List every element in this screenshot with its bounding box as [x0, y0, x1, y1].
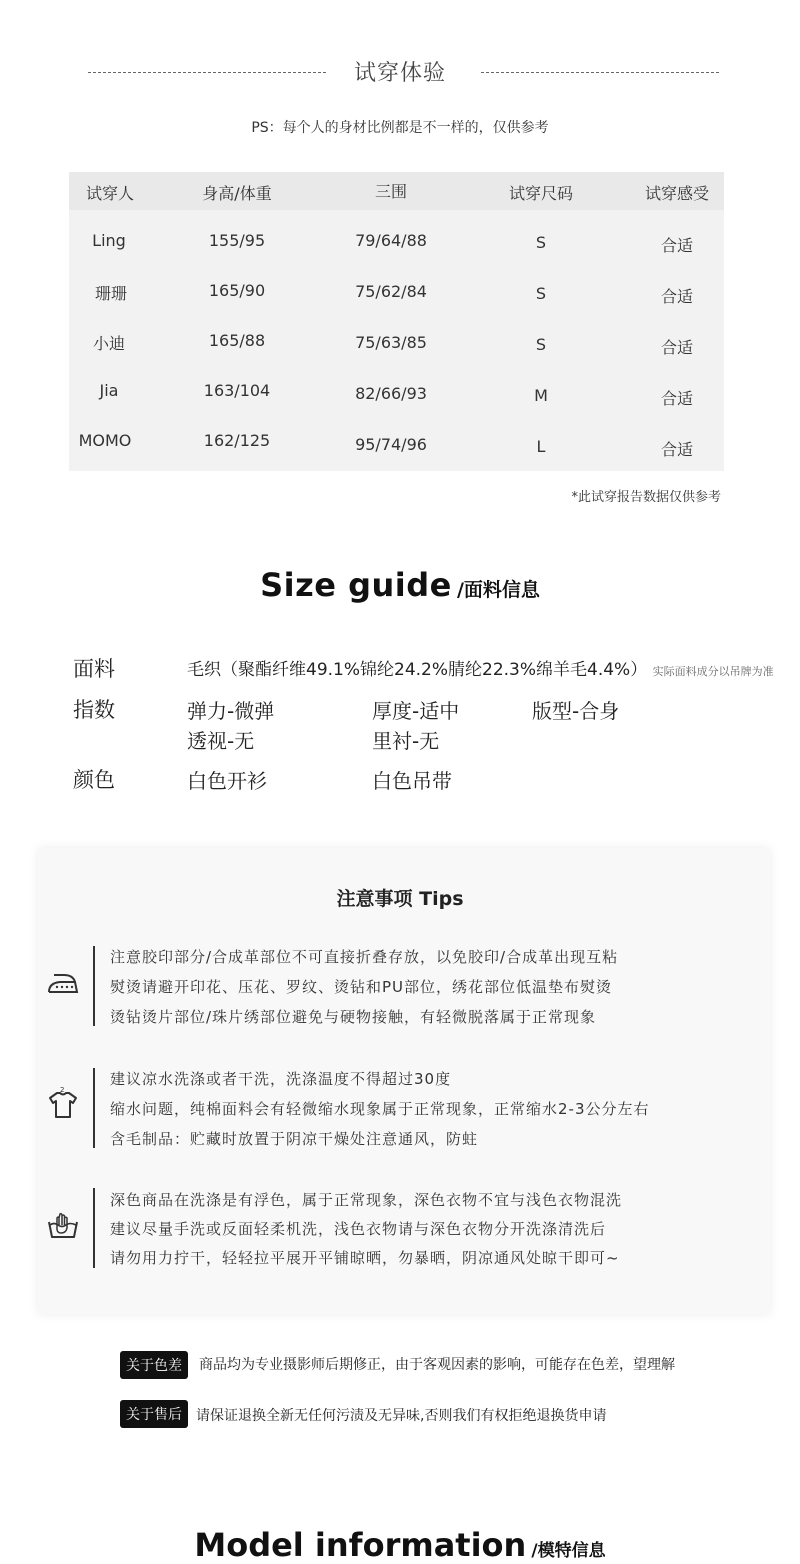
- tip-divider: [93, 1188, 95, 1268]
- table-cell: L: [536, 437, 546, 456]
- tip-line: 建议尽量手洗或反面轻柔机洗，浅色衣物请与深色衣物分开洗涤清洗后: [110, 1220, 607, 1238]
- header-measurements: 三围: [374, 182, 407, 201]
- index-lining: 里衬-无: [372, 729, 440, 753]
- table-cell: 162/125: [203, 431, 271, 450]
- fabric-note: 实际面料成分以吊牌为准: [652, 665, 774, 678]
- fabric-label: 面料: [73, 657, 115, 681]
- index-label: 指数: [73, 698, 115, 722]
- model-info-subtitle: /模特信息: [531, 1541, 606, 1561]
- table-cell: 82/66/93: [355, 384, 427, 403]
- index-thickness: 厚度-适中: [372, 699, 460, 723]
- tip-line: 烫钻烫片部位/珠片绣部位避免与硬物接触，有轻微脱落属于正常现象: [110, 1008, 597, 1026]
- table-cell: S: [535, 233, 547, 252]
- table-cell: MOMO: [78, 431, 132, 450]
- tip-line: 含毛制品：贮藏时放置于阴凉干燥处注意通风，防蛀: [110, 1130, 479, 1148]
- size-guide-subtitle: /面料信息: [456, 579, 540, 601]
- trial-table-header: [69, 172, 724, 210]
- table-cell: 小迪: [92, 334, 125, 353]
- table-cell: 165/90: [208, 281, 266, 300]
- size-guide-title: [0, 566, 800, 604]
- svg-text:2: 2: [60, 1086, 65, 1094]
- table-cell: Jia: [99, 381, 119, 400]
- tip-divider: [93, 1068, 95, 1148]
- after-sales-text: 请保证退换全新无任何污渍及无异味,否则我们有权拒绝退换货申请: [196, 1408, 607, 1424]
- color-cardigan: 白色开衫: [187, 769, 267, 793]
- table-cell: 155/95: [208, 231, 266, 250]
- shirt-care-icon: [46, 1086, 80, 1120]
- index-sheer: 透视-无: [187, 729, 255, 753]
- ps-note: PS：每个人的身材比例都是不一样的，仅供参考: [251, 120, 549, 136]
- header-tester: 试穿人: [85, 184, 134, 203]
- table-cell: S: [535, 335, 547, 354]
- header-height-weight: 身高/体重: [202, 184, 272, 203]
- table-cell: 79/64/88: [355, 231, 427, 250]
- tip-line: 缩水问题，纯棉面料会有轻微缩水现象属于正常现象，正常缩水2-3公分左右: [110, 1100, 650, 1118]
- table-cell: S: [535, 284, 547, 303]
- fabric-composition: 毛织（聚酯纤维49.1%锦纶24.2%腈纶22.3%绵羊毛4.4%）: [187, 660, 648, 680]
- table-cell: 合适: [660, 389, 693, 408]
- size-guide-heading: Size guide: [260, 566, 452, 604]
- tip-line: 熨烫请避开印花、压花、罗纹、烫钻和PU部位，绣花部位低温垫布熨烫: [110, 978, 613, 996]
- table-cell: 珊珊: [94, 284, 127, 303]
- tip-divider: [93, 946, 95, 1026]
- tip-line: 深色商品在洗涤是有浮色，属于正常现象，深色衣物不宜与浅色衣物混洗: [110, 1191, 623, 1209]
- table-cell: 合适: [660, 236, 693, 255]
- color-diff-text: 商品均为专业摄影师后期修正，由于客观因素的影响，可能存在色差，望理解: [199, 1357, 675, 1373]
- model-info-heading: Model information: [194, 1526, 527, 1564]
- table-cell: 95/74/96: [355, 435, 427, 454]
- title-divider-right: [481, 72, 719, 73]
- trial-section-title: 试穿体验: [353, 61, 446, 86]
- tip-line: 注意胶印部分/合成革部位不可直接折叠存放，以免胶印/合成革出现互粘: [110, 948, 619, 966]
- table-cell: M: [534, 386, 548, 405]
- header-fit: 试穿感受: [644, 184, 709, 203]
- table-cell: 合适: [660, 287, 693, 306]
- index-fit: 版型-合身: [532, 699, 620, 723]
- table-cell: Ling: [92, 231, 126, 250]
- color-label: 颜色: [73, 768, 115, 792]
- hand-wash-icon: [46, 1208, 80, 1242]
- table-cell: 163/104: [203, 381, 271, 400]
- tips-title: 注意事项 Tips: [336, 888, 464, 910]
- header-size: 试穿尺码: [508, 184, 573, 203]
- trial-table: [69, 172, 724, 471]
- index-stretch: 弹力-微弹: [187, 699, 275, 723]
- table-cell: 75/63/85: [355, 333, 427, 352]
- tip-line: 请勿用力拧干，轻轻拉平展开平铺晾晒，勿暴晒，阴凉通风处晾干即可~: [110, 1249, 620, 1267]
- trial-footnote: *此试穿报告数据仅供参考: [571, 490, 721, 505]
- table-cell: 合适: [660, 338, 693, 357]
- after-sales-badge: 关于售后: [120, 1400, 188, 1428]
- color-diff-badge: 关于色差: [120, 1351, 188, 1379]
- model-info-title: [0, 1526, 800, 1564]
- color-camisole: 白色吊带: [372, 769, 452, 793]
- table-cell: 合适: [660, 440, 693, 459]
- fabric-value: [187, 655, 774, 680]
- iron-icon: [46, 966, 80, 1000]
- table-cell: 165/88: [208, 331, 266, 350]
- tip-line: 建议凉水洗涤或者干洗，洗涤温度不得超过30度: [110, 1070, 452, 1088]
- table-cell: 75/62/84: [355, 282, 427, 301]
